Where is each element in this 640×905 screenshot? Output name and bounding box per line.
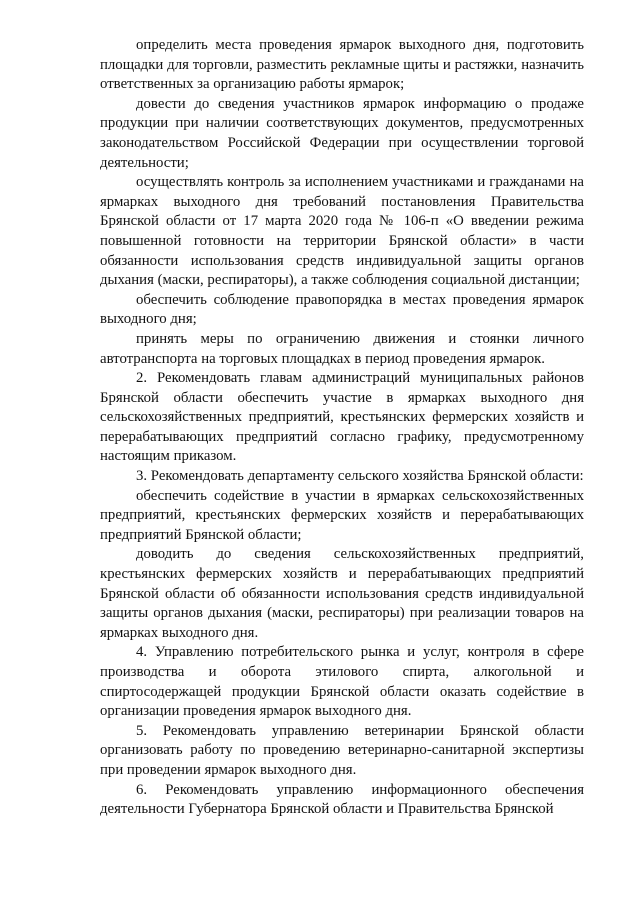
paragraph-traffic-measures: принять меры по ограничению движения и стоянки личного автотранспорта на торговых площадках в период проведения ярмарок.: [100, 330, 584, 367]
document-body: [100, 36, 584, 820]
paragraph-item-4: 4. Управлению потребительского рынка и услуг, контроля в сфере производства и оборота этилового спирта, алкогольной и спиртосодержащей продукции Брянской области оказать содействие в организации проведения ярмарок выходного дня.: [100, 644, 584, 720]
paragraph-item-3: 3. Рекомендовать департаменту сельского хозяйства Брянской области:: [136, 468, 584, 485]
paragraph-item-5: 5. Рекомендовать управлению ветеринарии Брянской области организовать работу по проведению ветеринарно-санитарной экспертизы при проведении ярмарок выходного дня.: [100, 722, 584, 778]
paragraph-item-2: 2. Рекомендовать главам администраций муниципальных районов Брянской области обеспечить участие в ярмарках выходного дня сельскохозяйственных предприятий, крестьянских фермерских хозяйств и перерабатывающих предприятий согласно графику, предусмотренному настоящим приказом.: [100, 370, 584, 465]
paragraph-item-6: 6. Рекомендовать управлению информационного обеспечения деятельности Губернатора Брянской области и Правительства Брянской: [100, 781, 584, 818]
paragraph-fair-locations: определить места проведения ярмарок выходного дня, подготовить площадки для торговли, разместить рекламные щиты и растяжки, назначить ответственных за организацию работы ярмарок;: [100, 37, 584, 93]
paragraph-item-3-assist: обеспечить содействие в участии в ярмарках сельскохозяйственных предприятий, крестьянских фермерских хозяйств и перерабатывающих предприятий Брянской области;: [100, 487, 584, 543]
paragraph-item-3-inform: доводить до сведения сельскохозяйственных предприятий, крестьянских фермерских хозяйств и перерабатывающих предприятий Брянской области об обязанности использования средств индивидуальной защиты органов дыхания (маски, респираторы) при реализации товаров на ярмарках выходного дня.: [100, 546, 584, 641]
paragraph-control-requirements: осуществлять контроль за исполнением участниками и гражданами на ярмарках выходного дня требований постановления Правительства Брянской области от 17 марта 2020 года № 106-п «О введении режима повышенной готовности на территории Брянской области» в части обязанности использования средств индивидуальной защиты органов дыхания (маски, респираторы), а также соблюдения социальной дистанции;: [100, 174, 584, 289]
paragraph-public-order: обеспечить соблюдение правопорядка в местах проведения ярмарок выходного дня;: [100, 291, 584, 328]
paragraph-inform-participants: довести до сведения участников ярмарок информацию о продаже продукции при наличии соответствующих документов, предусмотренных законодательством Российской Федерации при осуществлении торговой деятельности;: [100, 95, 584, 171]
